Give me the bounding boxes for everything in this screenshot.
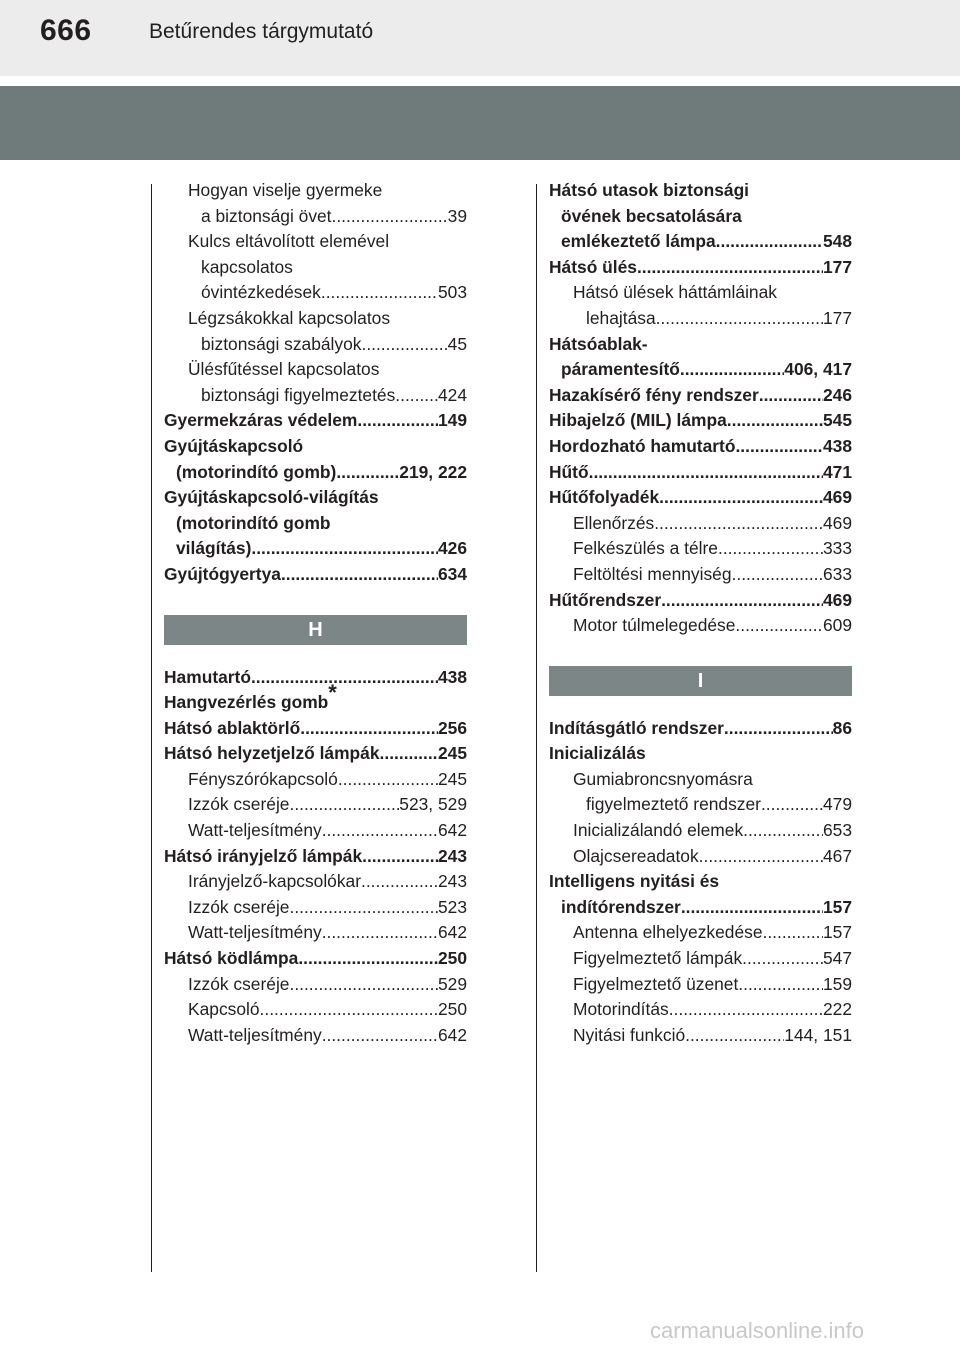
index-subentry: Izzók cseréje ..... 529 (164, 972, 467, 998)
index-entry: Hamutartó ..... 438 (164, 665, 467, 691)
index-column-right (549, 178, 852, 1048)
index-subentry: Motor túlmelegedése ..... 609 (549, 613, 852, 639)
index-entry: Gyújtáskapcsoló-világítás (motorindító gomb világítás) ..... 426 (164, 485, 467, 562)
header-band (0, 0, 960, 76)
index-subentry: Izzók cseréje ..... 523, 529 (164, 792, 467, 818)
right-column-rule (536, 184, 537, 1272)
index-entry: Hátsóablak- páramentesítő ..... 406, 417 (549, 332, 852, 383)
page-number: 666 (40, 14, 92, 47)
index-subentry: Watt-teljesítmény ..... 642 (164, 818, 467, 844)
index-subentry: Feltöltési mennyiség ..... 633 (549, 562, 852, 588)
index-entry: Hibajelző (MIL) lámpa ..... 545 (549, 408, 852, 434)
index-subentry: Motorindítás ..... 222 (549, 997, 852, 1023)
index-entry: Hűtőfolyadék ..... 469 (549, 485, 852, 511)
index-entry: Hangvezérlés gomb* (164, 680, 337, 713)
index-subentry: Gumiabroncsnyomásra figyelmeztető rendszer ..... 479 (549, 767, 852, 818)
index-subentry: Nyitási funkció ..... 144, 151 (549, 1023, 852, 1049)
index-entry: Intelligens nyitási és indítórendszer ..... 157 (549, 869, 852, 920)
left-column-rule (151, 184, 152, 1272)
index-subentry: Figyelmeztető lámpák ..... 547 (549, 946, 852, 972)
index-entry: Hazakísérő fény rendszer ..... 246 (549, 383, 852, 409)
index-entry: Gyújtógyertya ..... 634 (164, 562, 467, 588)
index-subentry: Ellenőrzés ..... 469 (549, 511, 852, 537)
index-entry: Inicializálás (549, 743, 646, 764)
asterisk-mark: * (328, 680, 337, 706)
index-entry: Gyermekzáras védelem ..... 149 (164, 408, 467, 434)
index-entry: Hátsó ülés ..... 177 (549, 255, 852, 281)
index-subentry: Ülésfűtéssel kapcsolatos biztonsági figyelmeztetés ..... 424 (164, 357, 467, 408)
index-subentry: Antenna elhelyezkedése ..... 157 (549, 920, 852, 946)
index-subentry: Légzsákokkal kapcsolatos biztonsági szabályok ..... 45 (164, 306, 467, 357)
index-subentry: Hogyan viselje gyermeke a biztonsági övet ..... 39 (164, 178, 467, 229)
index-subentry: Kulcs eltávolított elemével kapcsolatos óvintézkedések ..... 503 (164, 229, 467, 306)
index-subentry: Hátsó ülések háttámláinak lehajtása ..... 177 (549, 280, 852, 331)
index-entry: Indításgátló rendszer ..... 86 (549, 716, 852, 742)
section-header-h: H (164, 615, 467, 645)
index-entry: Hátsó helyzetjelző lámpák ..... 245 (164, 741, 467, 767)
index-subentry: Felkészülés a télre ..... 333 (549, 536, 852, 562)
page-title: Betűrendes tárgymutató (149, 20, 374, 43)
watermark: carmanualsonline.info (650, 1318, 865, 1343)
index-subentry: Olajcsereadatok ..... 467 (549, 844, 852, 870)
index-entry: Hátsó utasok biztonsági övének becsatolására emlékeztető lámpa ..... 548 (549, 178, 852, 255)
index-subentry: Fényszórókapcsoló ..... 245 (164, 767, 467, 793)
index-entry: Hűtő ..... 471 (549, 460, 852, 486)
index-subentry: Figyelmeztető üzenet ..... 159 (549, 972, 852, 998)
index-subentry: Watt-teljesítmény ..... 642 (164, 920, 467, 946)
header-grey-bar (0, 86, 960, 160)
index-entry: Hordozható hamutartó ..... 438 (549, 434, 852, 460)
index-column-left (164, 178, 467, 1048)
index-subentry: Irányjelző-kapcsolókar ..... 243 (164, 869, 467, 895)
section-header-i: I (549, 666, 852, 696)
index-subentry: Kapcsoló ..... 250 (164, 997, 467, 1023)
index-subentry: Izzók cseréje ..... 523 (164, 895, 467, 921)
index-entry: Hátsó irányjelző lámpák ..... 243 (164, 844, 467, 870)
index-entry: Hűtőrendszer ..... 469 (549, 588, 852, 614)
index-entry: Hátsó ködlámpa ..... 250 (164, 946, 467, 972)
index-entry: Hátsó ablaktörlő ..... 256 (164, 716, 467, 742)
index-subentry: Watt-teljesítmény ..... 642 (164, 1023, 467, 1049)
index-entry: Gyújtáskapcsoló (motorindító gomb) ..... 219, 222 (164, 434, 467, 485)
index-subentry: Inicializálandó elemek ..... 653 (549, 818, 852, 844)
